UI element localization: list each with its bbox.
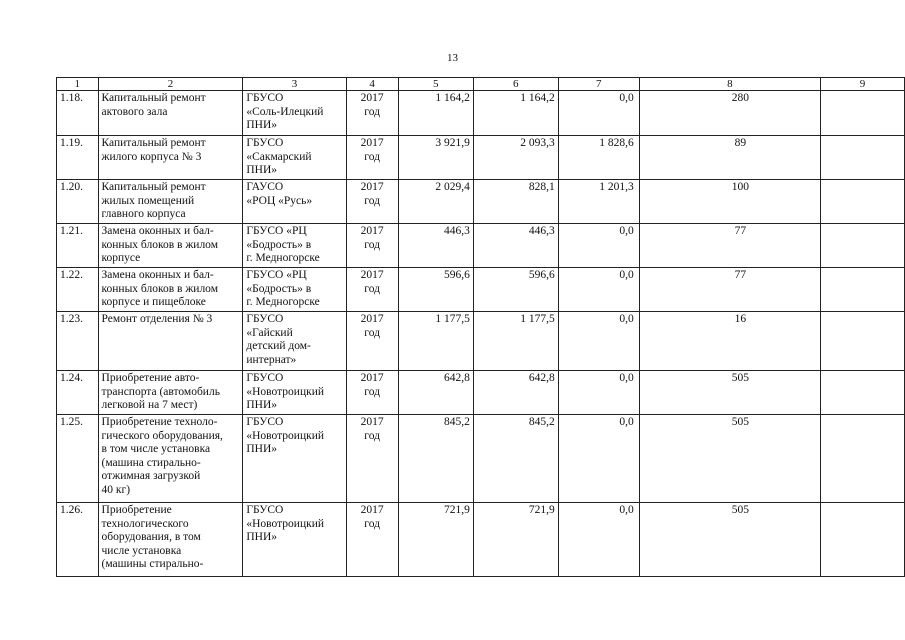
institution-cell: ГБУСО «Соль-Илецкий ПНИ» [243,91,346,136]
amount-budget-cell: 2 093,3 [473,136,558,180]
column-header: 8 [639,78,820,91]
table-row [57,371,905,415]
notes-cell [821,224,905,268]
amount-other-cell: 0,0 [558,268,639,312]
amount-budget-cell: 642,8 [473,371,558,415]
work-name-cell: Капитальный ремонт жилых помещений главного корпуса [98,180,243,224]
column-header: 5 [398,78,473,91]
amount-total-cell: 642,8 [398,371,473,415]
amount-total-cell: 721,9 [398,503,473,577]
institution-cell: ГБУСО «Новотроицкий ПНИ» [243,415,346,503]
amount-total-cell: 1 177,5 [398,312,473,371]
row-number-cell: 1.25. [57,415,99,503]
notes-cell [821,312,905,371]
institution-cell: ГАУСО «РОЦ «Русь» [243,180,346,224]
beneficiaries-count-cell: 505 [639,371,820,415]
column-header: 4 [346,78,398,91]
table-row [57,136,905,180]
amount-budget-cell: 446,3 [473,224,558,268]
column-header: 6 [473,78,558,91]
year-cell: 2017 год [346,180,398,224]
work-name-cell: Капитальный ремонт жилого корпуса № 3 [98,136,243,180]
table-row [57,91,905,136]
column-header: 9 [821,78,905,91]
row-number-cell: 1.22. [57,268,99,312]
beneficiaries-count-cell: 16 [639,312,820,371]
amount-budget-cell: 721,9 [473,503,558,577]
notes-cell [821,180,905,224]
column-header: 2 [98,78,243,91]
institution-cell: ГБУСО «Новотроицкий ПНИ» [243,503,346,577]
institution-cell: ГБУСО «Новотроицкий ПНИ» [243,371,346,415]
notes-cell [821,268,905,312]
table-row [57,268,905,312]
year-cell: 2017 год [346,371,398,415]
row-number-cell: 1.26. [57,503,99,577]
notes-cell [821,371,905,415]
table-row [57,180,905,224]
year-cell: 2017 год [346,136,398,180]
row-number-cell: 1.24. [57,371,99,415]
year-cell: 2017 год [346,503,398,577]
year-cell: 2017 год [346,224,398,268]
data-table [56,77,905,577]
work-name-cell: Приобретение техноло- гического оборудования, в том числе установка (машина стирально- отжимная загрузкой 40 кг) [98,415,243,503]
work-name-cell: Капитальный ремонт актового зала [98,91,243,136]
institution-cell: ГБУСО «Гайский детский дом- интернат» [243,312,346,371]
notes-cell [821,503,905,577]
amount-other-cell: 0,0 [558,224,639,268]
beneficiaries-count-cell: 89 [639,136,820,180]
work-name-cell: Приобретение авто- транспорта (автомобиль легковой на 7 мест) [98,371,243,415]
table-row [57,415,905,503]
column-header: 1 [57,78,99,91]
row-number-cell: 1.18. [57,91,99,136]
row-number-cell: 1.21. [57,224,99,268]
amount-budget-cell: 1 164,2 [473,91,558,136]
amount-budget-cell: 596,6 [473,268,558,312]
work-name-cell: Замена оконных и бал- конных блоков в жилом корпусе и пищеблоке [98,268,243,312]
amount-other-cell: 0,0 [558,415,639,503]
work-name-cell: Приобретение технологического оборудования, в том числе установка (машины стирально- [98,503,243,577]
amount-other-cell: 1 201,3 [558,180,639,224]
amount-total-cell: 596,6 [398,268,473,312]
table-row [57,503,905,577]
institution-cell: ГБУСО «Сакмарский ПНИ» [243,136,346,180]
work-name-cell: Ремонт отделения № 3 [98,312,243,371]
amount-other-cell: 0,0 [558,312,639,371]
amount-other-cell: 1 828,6 [558,136,639,180]
amount-other-cell: 0,0 [558,91,639,136]
beneficiaries-count-cell: 77 [639,224,820,268]
table-row [57,312,905,371]
year-cell: 2017 год [346,415,398,503]
amount-budget-cell: 1 177,5 [473,312,558,371]
row-number-cell: 1.20. [57,180,99,224]
beneficiaries-count-cell: 100 [639,180,820,224]
column-header: 3 [243,78,346,91]
institution-cell: ГБУСО «РЦ «Бодрость» в г. Медногорске [243,268,346,312]
row-number-cell: 1.19. [57,136,99,180]
amount-total-cell: 845,2 [398,415,473,503]
amount-other-cell: 0,0 [558,503,639,577]
amount-total-cell: 1 164,2 [398,91,473,136]
institution-cell: ГБУСО «РЦ «Бодрость» в г. Медногорске [243,224,346,268]
amount-budget-cell: 845,2 [473,415,558,503]
amount-total-cell: 2 029,4 [398,180,473,224]
column-header: 7 [558,78,639,91]
table-row [57,224,905,268]
beneficiaries-count-cell: 505 [639,503,820,577]
page-number: 13 [447,52,458,64]
notes-cell [821,415,905,503]
notes-cell [821,136,905,180]
amount-total-cell: 3 921,9 [398,136,473,180]
beneficiaries-count-cell: 280 [639,91,820,136]
year-cell: 2017 год [346,91,398,136]
row-number-cell: 1.23. [57,312,99,371]
amount-budget-cell: 828,1 [473,180,558,224]
beneficiaries-count-cell: 505 [639,415,820,503]
year-cell: 2017 год [346,268,398,312]
year-cell: 2017 год [346,312,398,371]
beneficiaries-count-cell: 77 [639,268,820,312]
amount-total-cell: 446,3 [398,224,473,268]
amount-other-cell: 0,0 [558,371,639,415]
column-number-row [57,78,905,91]
work-name-cell: Замена оконных и бал- конных блоков в жилом корпусе [98,224,243,268]
notes-cell [821,91,905,136]
